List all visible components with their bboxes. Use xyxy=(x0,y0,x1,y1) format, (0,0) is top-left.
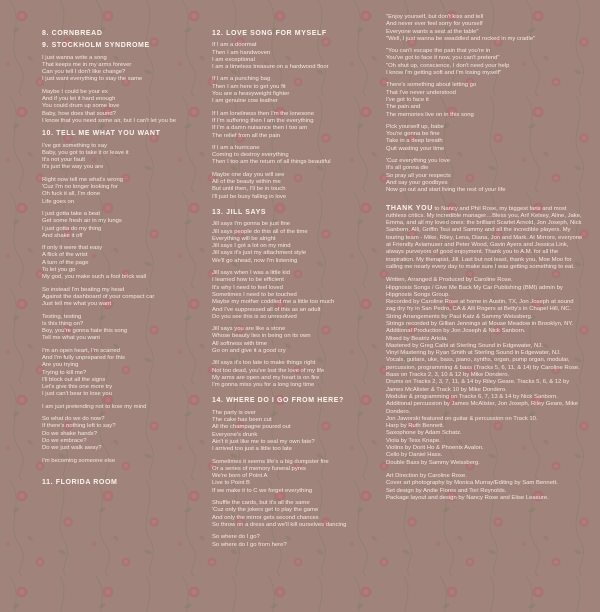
lyric-line: "You can't escape the pain that you're in xyxy=(386,48,491,55)
lyric-line: I am genuine cow leather xyxy=(212,98,278,105)
song-title: 12. LOVE SONG FOR MYSELF xyxy=(212,30,327,37)
lyric-line: Live to Point B xyxy=(212,480,250,487)
lyric-line: The memories live on in this song xyxy=(386,111,474,118)
credit-line: Jon Jaworski featured on guitar & percussion on Track 10. xyxy=(386,415,538,422)
lyric-line: And if you let it hard enough xyxy=(42,96,116,103)
lyric-line: And I'm fully unprepared for this xyxy=(42,354,125,361)
lyric-line: All of the beauty within me xyxy=(212,179,281,186)
credit-line: Vocals, guitars, uke, bass, piano, synths, organ, pump organ, modular, percussion, programming & bass (Tracks 5, 6, 11, & 14) by Caroline Rose. xyxy=(386,357,580,371)
credit-line: Saxophone by Adam Schatz. xyxy=(386,430,462,437)
lyrics-stanza xyxy=(42,211,210,240)
credit-line: Package layout and design by Nancy Rose and Elise Leasure. xyxy=(386,494,549,501)
lyric-line: If we make it to C we forget everything xyxy=(212,487,313,494)
lyric-line: Sometimes it seems life's a big dumpster fire xyxy=(212,458,329,465)
lyrics-stanza xyxy=(212,172,384,201)
lyric-line: I learned how to be efficient xyxy=(212,277,284,284)
lyrics-stanza xyxy=(42,404,210,411)
song-block xyxy=(42,130,210,465)
credit-line: Viola by Tess Knape. xyxy=(386,437,441,444)
lyric-line: Not too dead, you've lost the love of my life xyxy=(212,367,325,374)
lyric-line: I am exceptional xyxy=(212,56,255,63)
lyric-line: So pray all your respects xyxy=(386,172,451,179)
lyric-line: And never ever feel sorry for yourself xyxy=(386,21,483,28)
lyric-line: A turn of the page xyxy=(42,259,89,266)
lyric-line: Just tell me what you want xyxy=(42,301,112,308)
credit-line: Set design by Andie Flores and Tori Reynolds. xyxy=(386,487,507,494)
lyric-line: I've got something to say xyxy=(42,142,107,149)
lyric-line: Oh fuck it all, I'm done xyxy=(42,191,101,198)
credit-line: Hipgnosis Songs / Give Me Back My Car Publishing (BMI) admin by Hipgnosis Songs Group. xyxy=(386,284,563,298)
credit-line: Cello by Daniel Hass. xyxy=(386,452,443,459)
lyric-line: Are you trying xyxy=(42,362,79,369)
lyric-line: If I am a doormat xyxy=(212,42,257,49)
lyric-line: I'll just be busy falling in love xyxy=(212,193,287,200)
lyrics-stanza xyxy=(42,416,210,452)
lyric-line: Can you tell I don't like change? xyxy=(42,69,126,76)
song-title: 14. WHERE DO I GO FROM HERE? xyxy=(212,397,344,405)
song-block xyxy=(42,30,210,37)
lyric-line: Jill says it's just my attachment style xyxy=(212,250,307,257)
credit-line: String Arrangements by Paul Katz & Sammy Weissberg. xyxy=(386,313,533,320)
lyric-line: Maybe I could be your ex xyxy=(42,88,108,95)
lyric-line: Ain't it just like me to seal my own fate? xyxy=(212,438,315,445)
lyrics-stanza xyxy=(212,326,384,355)
lyric-line: Jill says you are like a stone xyxy=(212,326,286,333)
lyric-line: And only the mirror gets second chances xyxy=(212,514,319,521)
credit-line: Modular & programming on Tracks 6, 7, 13 & 14 by Nick Sanborn. xyxy=(386,393,558,400)
art-credits xyxy=(386,473,584,502)
lyric-line: The relief from all the pain xyxy=(212,132,281,139)
lyric-line: That keeps me in my arms forever xyxy=(42,61,132,68)
lyric-line: If only it were that easy xyxy=(42,245,103,252)
lyric-line: Right now tell me what's wrong xyxy=(42,176,124,183)
lyric-line: Maybe my mother coddled me a little too much xyxy=(212,299,335,306)
credit-line: Bass on Tracks 2, 3, 10 & 12 by Mike Dondero. xyxy=(386,372,510,379)
lyrics-stanza xyxy=(212,76,384,105)
lyric-line: I just wanna write a song xyxy=(42,54,107,61)
lyric-line: I'm becoming someone else xyxy=(42,457,116,464)
lyric-line: So what do we do now? xyxy=(42,416,105,423)
song-block xyxy=(212,30,384,201)
lyric-line: You've got to face it now, you can't pretend" xyxy=(386,55,500,62)
lyric-line: You could drum up some love xyxy=(42,103,120,110)
lyric-line: Quit wasting your time xyxy=(386,145,445,152)
lyric-line: But until then, I'll be in touch xyxy=(212,186,286,193)
lyrics-stanza xyxy=(42,245,210,281)
credit-line: Vinyl Mastering by Ryan Smith at Sterling Sound in Edgewater, NJ. xyxy=(386,350,561,357)
lyric-line: Go on and give it a good cry xyxy=(212,347,286,354)
lyric-line: Jill says people do this all of the time xyxy=(212,228,308,235)
lyric-line: All softness with time xyxy=(212,340,267,347)
song-block xyxy=(42,42,210,125)
lyrics-stanza xyxy=(212,42,384,71)
lyrics-column-2 xyxy=(212,30,384,554)
lyric-line: Sometimes I need to be touched xyxy=(212,291,297,298)
lyric-line: Is this thing on? xyxy=(42,320,84,327)
lyric-line: It's all gonna die xyxy=(386,165,429,172)
credit-line: Cover art photography by Monica Murray/Editing by Sam Bennett. xyxy=(386,480,558,487)
lyrics-stanza xyxy=(212,221,384,265)
thank-you-paragraph xyxy=(386,205,584,272)
lyrics-stanza xyxy=(212,459,384,495)
lyric-line: I know I'm getting soft and I'm losing myself" xyxy=(386,70,502,77)
lyric-line: Get some fresh air in my lungs xyxy=(42,218,122,225)
credit-line: Recorded by Caroline Rose at home in Austin, TX, Jon Joseph at sound zag dry fry in San Pedro, CA & Alli Rogers at Betty's in Chapel Hill, NC. xyxy=(386,299,574,313)
lyric-line: The party is over xyxy=(212,409,256,416)
lyrics-stanza xyxy=(42,143,210,172)
lyric-line: Everything will be alright xyxy=(212,235,276,242)
lyrics-stanza xyxy=(42,458,210,465)
lyric-line: I'll block out all the signs xyxy=(42,376,106,383)
lyric-line: Boy, you're gonna hate this song xyxy=(42,328,128,335)
lyric-line: Maybe one day you will see xyxy=(212,171,285,178)
album-credits xyxy=(386,277,584,467)
lyric-line: Do we embrace? xyxy=(42,437,87,444)
lyric-line: Jill says I got a lot on my mind xyxy=(212,243,291,250)
lyric-line: It's not your fault xyxy=(42,157,86,164)
lyric-line: Jill says it's too late to make things right xyxy=(212,360,316,367)
lyric-line: I am just pretending not to lose my mind xyxy=(42,403,147,410)
lyric-line: If I'm suffering then I am the everything xyxy=(212,117,314,124)
lyrics-stanza xyxy=(386,48,584,77)
lyrics-stanza xyxy=(42,348,210,399)
lyric-line: I arrived too just a little too late xyxy=(212,446,292,453)
lyric-line: All the champagne poured out xyxy=(212,424,291,431)
lyrics-stanza xyxy=(386,14,584,43)
lyric-line: 'Cuz everything you love xyxy=(386,158,450,165)
credit-line: Art Direction by Caroline Rose. xyxy=(386,472,467,479)
lyric-line: If I am a hurricane xyxy=(212,144,260,151)
lyric-line: Then I am handwoven xyxy=(212,49,271,56)
lyric-line: That I've never understood xyxy=(386,89,456,96)
lyric-line: I just gotta do my thing xyxy=(42,225,102,232)
song-title: 11. FLORIDA ROOM xyxy=(42,478,118,486)
lyric-line: If I'm a damn nuisance then I too am xyxy=(212,125,308,132)
lyric-line: 'Cuz only the jokers get to play the game xyxy=(212,507,319,514)
lyric-line: I just can't bear to lose you xyxy=(42,391,112,398)
lyrics-stanza xyxy=(212,270,384,321)
lyrics-stanza xyxy=(212,111,384,140)
lyrics-stanza xyxy=(42,177,210,206)
lyric-line: "Oh shut up, conscience, I don't need your help xyxy=(386,62,510,69)
lyric-line: Do we just walk away? xyxy=(42,445,102,452)
credit-line: Strings recorded by Gillian Jennings at Mouse Meadow in Brooklyn, NY. xyxy=(386,320,574,327)
lyric-line: If I am a punching bag xyxy=(212,76,271,83)
lyrics-stanza xyxy=(386,82,584,118)
lyrics-stanza xyxy=(212,534,384,549)
lyric-line: Pick yourself up, babe xyxy=(386,123,444,130)
lyric-line: I just gotta take a beat xyxy=(42,210,100,217)
thank-you-text: to Nancy and Phil Rose, my biggest fans and most ruthless critics. My incredible manager…Bless you, Ari! Kelsey, Aline, Jake, Emma, and all my loved ones: the brilliant Scarlet Arnold, Jon Joseph, Nick Sanborn, Alli, Griffin Tsui and Sammy and all the incredible players. My touring team - Mike, Riley, Lena, Diana, Jon and Mark. At Mirrors, everyone at Friendly Aviamuser and Peter Wood, Gavin Ayers and Jessica Link, always purveyors of good enjoyment. Thank you to A.M. for all the inspiration. My therapist, Jill. Last but not least, thank you, Moe Moo for calling me nearly every day to make sure I was getting something to eat. xyxy=(386,205,583,270)
lyric-line: So throw on a dress and we'll kill ourselves dancing xyxy=(212,521,347,528)
song-block xyxy=(212,209,384,390)
lyric-line: Do you see this is so unresolved xyxy=(212,313,297,320)
lyric-line: Trying to kill me? xyxy=(42,369,87,376)
lyric-line: And I've suppressed all of this as an adult xyxy=(212,306,321,313)
credit-line: Mastered by Greg Calbi at Sterling Sound in Edgewater, NJ. xyxy=(386,342,543,349)
lyric-line: I am a timeless treasure on a hardwood floor xyxy=(212,64,329,71)
lyric-line: Then I too am the return of all things beautiful xyxy=(212,159,331,166)
lyric-line: Jill says I'm gonna be just fine xyxy=(212,221,291,228)
song-title: 13. JILL SAYS xyxy=(212,208,267,216)
lyrics-and-credits-column xyxy=(386,14,584,502)
lyric-line: "Well, I just wanna be swaddled and rocked in my cradle" xyxy=(386,35,536,42)
song-block xyxy=(42,479,210,486)
lyric-line: To let you go xyxy=(42,267,76,274)
lyric-line: My god, you make such a fool brick wall xyxy=(42,274,147,281)
credit-line: Drums on Tracks 2, 3, 7, 11, & 14 by Riley Geare. Tracks 5, 6, & 12 by James McAlister & Track 10 by Mike Dondero. xyxy=(386,379,570,393)
lyrics-stanza xyxy=(42,314,210,343)
lyrics-stanza xyxy=(42,287,210,309)
lyrics-stanza xyxy=(386,124,584,153)
lyric-line: Or a series of memory funeral pyres xyxy=(212,465,306,472)
lyric-line: "Enjoy yourself, but don't kiss and tell xyxy=(386,14,484,20)
credit-line: Written, Arranged & Produced by Caroline Rose. xyxy=(386,277,513,284)
lyric-line: I know that you need some air, but I can't let you be xyxy=(42,117,177,124)
song-title: 9. STOCKHOLM SYNDROME xyxy=(42,42,150,50)
lyric-line: A flick of the wrist xyxy=(42,252,88,259)
lyric-line: You're gonna be fine xyxy=(386,131,440,138)
thank-you-heading: THANK YOU xyxy=(386,204,433,212)
lyrics-stanza xyxy=(212,360,384,389)
lyric-line: Coming to destroy everything xyxy=(212,152,289,159)
lyric-line: Tell me what you want xyxy=(42,335,100,342)
lyric-line: So instead I'm beating my head xyxy=(42,286,125,293)
lyrics-stanza xyxy=(212,500,384,529)
lyric-line: And shake it off xyxy=(42,232,83,239)
lyric-line: 'Cuz I'm no longer looking for xyxy=(42,184,118,191)
lyric-line: Baby, how does that sound? xyxy=(42,110,116,117)
lyric-line: We're born of Point A xyxy=(212,473,268,480)
lyric-line: You are a heavyweight fighter xyxy=(212,91,290,98)
lyrics-stanza xyxy=(42,89,210,125)
credit-line: Double Bass by Sammy Weissberg. xyxy=(386,459,480,466)
lyrics-stanza xyxy=(42,55,210,84)
lyrics-stanza xyxy=(386,158,584,194)
lyric-line: Baby, you got to take it or leave it xyxy=(42,149,129,156)
lyric-line: We'll go ahead, now I'm listening xyxy=(212,257,298,264)
credit-line: Additional percussion by James McAlister, Jon Joseph, Riley Geare, Mike Dondero. xyxy=(386,401,578,415)
lyrics-stanza xyxy=(212,410,384,454)
lyric-line: It's why I need to feel loved xyxy=(212,284,283,291)
lyrics-stanza xyxy=(212,145,384,167)
lyric-line: If there's nothing left to say? xyxy=(42,423,116,430)
lyric-line: The cake has been cut xyxy=(212,417,272,424)
lyrics-column-1 xyxy=(42,30,210,491)
lyric-line: And say your goodbyes xyxy=(386,179,448,186)
lyric-line: Shuffle the cards, but it's all the same xyxy=(212,500,310,507)
song-title: 8. CORNBREAD xyxy=(42,30,103,37)
lyric-line: If I am loneliness then I'm the lonesone xyxy=(212,110,314,117)
song-title: 10. TELL ME WHAT YOU WANT xyxy=(42,130,161,138)
lyric-line: Everyone's drunk xyxy=(212,431,258,438)
lyric-line: My arms are open and my heart is on fire xyxy=(212,374,320,381)
lyric-line: There's something about letting go xyxy=(386,82,477,89)
lyric-line: I'm gonna miss you for a long long time xyxy=(212,382,315,389)
lyric-line: It's just the way you are xyxy=(42,164,104,171)
credit-line: Harp by Ruth Bennett. xyxy=(386,423,445,430)
lyric-line: I've got to face it xyxy=(386,96,429,103)
credit-line: Violins by Dorit Ho & Phoenix Avalon. xyxy=(386,445,484,452)
lyric-line: Let's give this one more try xyxy=(42,384,113,391)
lyric-line: Life goes on xyxy=(42,198,75,205)
credit-line: Mixed by Beatriz Artola. xyxy=(386,335,448,342)
lyric-line: Do we shake hands? xyxy=(42,430,98,437)
lyric-line: Everyone wants a seat at the table" xyxy=(386,28,479,35)
lyric-line: The pain and xyxy=(386,104,421,111)
credit-line: Additional Production by Jon Joseph & Nick Sanborn. xyxy=(386,328,526,335)
lyric-line: So where do I go? xyxy=(212,534,260,541)
lyric-line: Against the dashboard of your compact car xyxy=(42,293,155,300)
song-block xyxy=(212,397,384,548)
lyric-line: So where do I go from here? xyxy=(212,541,287,548)
lyric-line: Whose beauty lies in being on its own xyxy=(212,333,311,340)
lyric-line: Now go out and start living the rest of your life xyxy=(386,187,506,194)
lyric-line: Testing, testing xyxy=(42,313,82,320)
lyric-line: I just want everything to stay the same xyxy=(42,76,143,83)
lyric-line: Take in a deep breath xyxy=(386,138,443,145)
lyric-line: Jill says when I was a little kid xyxy=(212,270,290,277)
lyric-line: I'm an open heart, I'm scarred xyxy=(42,347,120,354)
lyric-line: Then I am here to get you fit xyxy=(212,83,286,90)
